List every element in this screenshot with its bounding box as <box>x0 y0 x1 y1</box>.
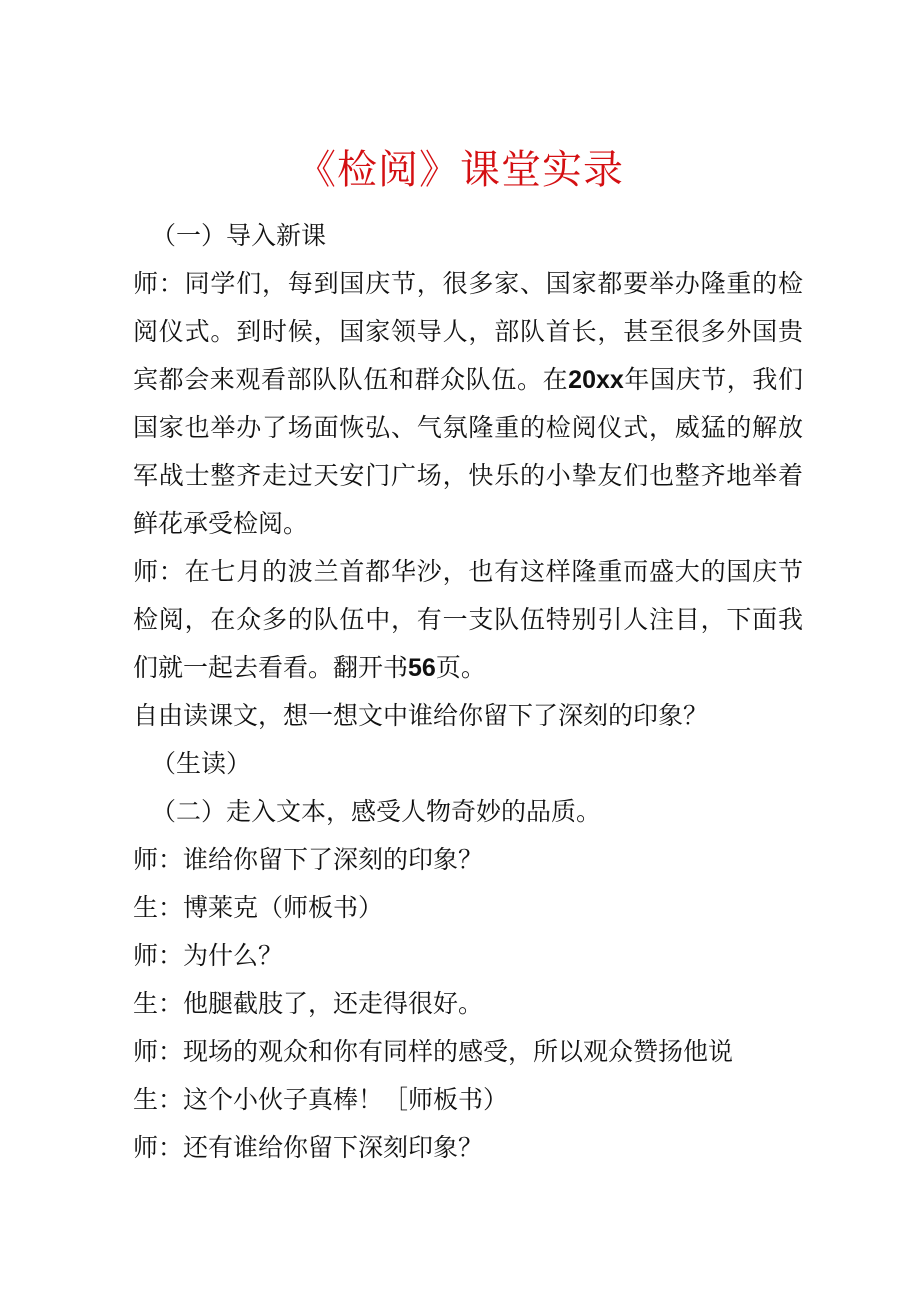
paragraph-text: 师：同学们，每到国庆节，很多家、国家都要举办隆重的检阅仪式。到时候，国家领导人，部队首长，甚至很多外国贵宾都会来观看部队队伍和群众队伍。在 <box>133 269 803 394</box>
paragraph <box>133 260 803 548</box>
paragraph: 师：谁给你留下了深刻的印象？ <box>133 845 484 874</box>
paragraph-number: 56 <box>408 654 436 682</box>
paragraph: 生：他腿截肢了，还走得很好。 <box>133 989 484 1018</box>
paragraph-text: 页。 <box>435 653 486 682</box>
paragraph: （一）导入新课 <box>151 221 327 250</box>
paragraph: 师：现场的观众和你有同样的感受，所以观众赞扬他说 <box>133 1037 734 1066</box>
paragraph-text: 年国庆节，我们国家也举办了场面恢弘、气氛隆重的检阅仪式，威猛的解放军战士整齐走过天安门广场，快乐的小挚友们也整齐地举着鲜花承受检阅。 <box>133 365 803 538</box>
paragraph: 生：这个小伙子真棒！［师板书） <box>133 1085 509 1114</box>
paragraph: （二）走入文本，感受人物奇妙的品质。 <box>151 797 602 826</box>
paragraph: 自由读课文，想一想文中谁给你留下了深刻的印象？ <box>133 701 709 730</box>
paragraph: （生读） <box>151 749 252 778</box>
paragraph: 师：为什么？ <box>133 941 284 970</box>
document-body <box>133 212 803 1172</box>
paragraph-text: 师：在七月的波兰首都华沙，也有这样隆重而盛大的国庆节检阅，在众多的队伍中，有一支队伍特别引人注目，下面我们就一起去看看。翻开书 <box>133 557 803 682</box>
paragraph-number: 20xx <box>568 366 624 394</box>
paragraph <box>133 548 803 692</box>
paragraph: 生：博莱克（师板书） <box>133 893 384 922</box>
document-title: 《检阅》课堂实录 <box>296 147 624 193</box>
paragraph: 师：还有谁给你留下深刻印象？ <box>133 1133 484 1162</box>
